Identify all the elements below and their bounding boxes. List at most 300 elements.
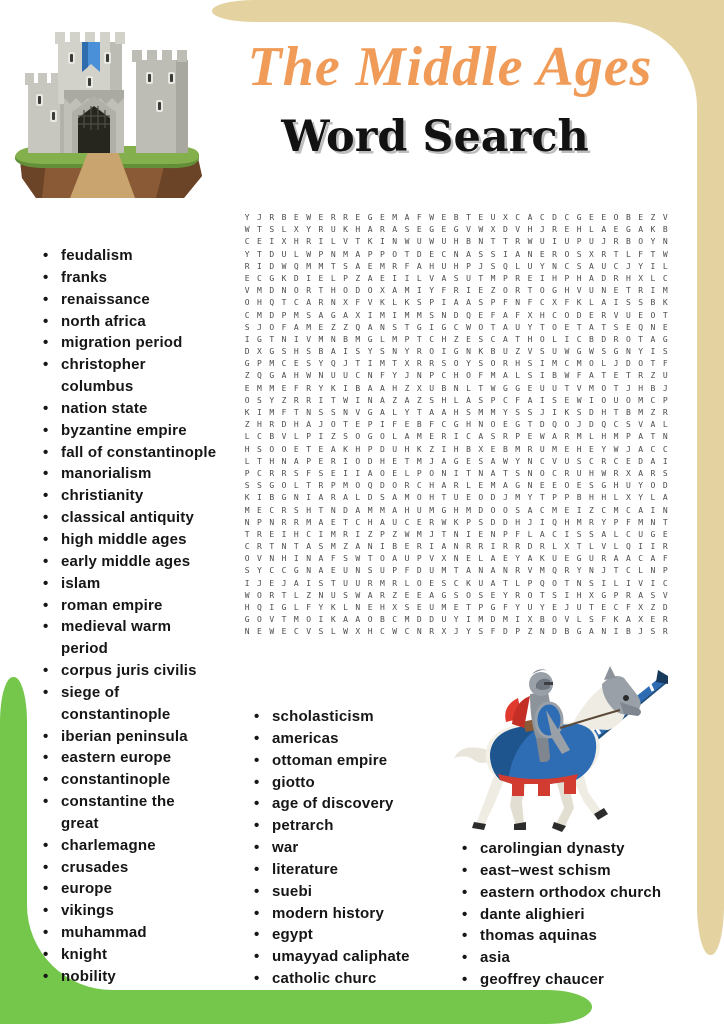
grid-letter: E — [269, 529, 275, 539]
grid-letter: E — [478, 481, 484, 491]
bullet-icon: • — [43, 530, 49, 548]
grid-letter: T — [257, 225, 262, 235]
bullet-icon: • — [43, 880, 49, 898]
grid-letter: I — [269, 603, 275, 612]
grid-letter: D — [478, 505, 484, 515]
grid-letter: L — [392, 298, 398, 308]
grid-letter: A — [367, 273, 373, 283]
grid-letter: E — [318, 444, 324, 454]
grid-letter: R — [601, 554, 607, 564]
grid-letter: A — [355, 249, 361, 259]
grid-letter: A — [589, 273, 594, 283]
grid-row — [241, 614, 673, 626]
grid-letter: U — [662, 371, 668, 381]
grid-letter: I — [466, 615, 471, 625]
grid-letter: W — [576, 395, 582, 405]
grid-letter: C — [502, 395, 508, 405]
word-text: constantinople — [61, 771, 171, 789]
grid-letter: C — [441, 420, 447, 430]
grid-letter: C — [662, 444, 668, 454]
grid-letter: F — [662, 359, 668, 369]
grid-letter: P — [416, 554, 422, 564]
grid-letter: T — [527, 286, 533, 296]
grid-letter: E — [392, 468, 398, 478]
grid-letter: U — [330, 590, 336, 600]
grid-letter: M — [515, 444, 521, 454]
grid-letter: Q — [502, 261, 508, 271]
grid-letter: D — [244, 347, 250, 357]
grid-row — [241, 553, 673, 565]
grid-letter: Y — [453, 615, 459, 625]
grid-letter: C — [650, 395, 656, 405]
grid-letter: R — [613, 237, 619, 247]
grid-letter: X — [527, 310, 533, 320]
grid-letter: F — [306, 603, 312, 612]
word-list-item — [254, 903, 459, 925]
grid-letter: I — [638, 542, 644, 552]
grid-row — [241, 212, 673, 224]
grid-letter: A — [502, 371, 508, 381]
grid-letter: O — [552, 578, 557, 588]
word-list-item — [43, 682, 243, 726]
grid-letter: X — [416, 383, 422, 393]
grid-letter: P — [367, 420, 373, 430]
grid-letter: U — [429, 603, 435, 612]
grid-letter: S — [552, 395, 557, 405]
grid-letter: S — [244, 322, 250, 332]
grid-letter: S — [576, 261, 582, 271]
grid-letter: H — [453, 371, 459, 381]
grid-letter: N — [515, 298, 521, 308]
grid-letter: K — [613, 615, 619, 625]
grid-letter: U — [441, 237, 447, 247]
bullet-icon: • — [254, 839, 260, 857]
grid-letter: Y — [515, 603, 521, 612]
grid-letter: R — [429, 517, 435, 527]
grid-letter: I — [355, 395, 361, 405]
grid-letter: G — [502, 383, 508, 393]
grid-letter: U — [404, 554, 410, 564]
grid-letter: M — [441, 603, 447, 612]
grid-letter: S — [576, 456, 582, 466]
grid-letter: A — [343, 493, 348, 503]
grid-letter: E — [601, 213, 607, 222]
grid-letter: U — [552, 383, 557, 393]
grid-letter: W — [539, 432, 545, 442]
grid-letter: L — [576, 615, 582, 625]
grid-letter: G — [269, 347, 275, 357]
grid-letter: M — [441, 566, 447, 576]
grid-letter: G — [576, 627, 582, 637]
grid-letter: G — [576, 347, 582, 357]
grid-letter: T — [343, 420, 348, 430]
grid-letter: R — [306, 286, 312, 296]
grid-letter: Y — [601, 517, 607, 527]
grid-letter: V — [343, 237, 348, 247]
grid-letter: F — [293, 383, 299, 393]
grid-letter: Z — [343, 542, 348, 552]
grid-letter: R — [269, 420, 275, 430]
grid-letter: M — [576, 432, 582, 442]
grid-letter: S — [257, 395, 262, 405]
grid-letter: S — [650, 627, 656, 637]
grid-letter: E — [613, 286, 619, 296]
grid-letter: O — [564, 249, 570, 259]
grid-letter: E — [392, 456, 398, 466]
grid-letter: O — [429, 468, 435, 478]
grid-letter: K — [343, 225, 348, 235]
grid-letter: V — [244, 286, 250, 296]
grid-letter: S — [576, 408, 582, 417]
grid-letter: X — [625, 468, 631, 478]
grid-letter: H — [257, 298, 262, 308]
grid-letter: C — [257, 468, 262, 478]
grid-letter: T — [269, 334, 275, 344]
word-list-item — [462, 925, 714, 947]
grid-letter: O — [392, 249, 398, 259]
grid-letter: H — [576, 273, 582, 283]
grid-letter: J — [343, 359, 348, 369]
grid-letter: I — [650, 578, 656, 588]
grid-letter: D — [281, 420, 287, 430]
word-text: great — [61, 814, 99, 832]
grid-letter: Z — [416, 395, 422, 405]
grid-letter: O — [257, 615, 262, 625]
grid-letter: B — [416, 420, 422, 430]
grid-letter: T — [318, 286, 324, 296]
grid-letter: B — [355, 383, 361, 393]
grid-letter: I — [453, 432, 459, 442]
grid-letter: F — [281, 408, 287, 417]
grid-letter: M — [257, 383, 262, 393]
grid-letter: Y — [404, 347, 410, 357]
castle-right-tower-shade — [176, 60, 188, 153]
grid-letter: F — [576, 371, 582, 381]
word-text: carolingian dynasty — [480, 840, 625, 857]
grid-letter: O — [269, 322, 275, 332]
grid-letter: A — [638, 432, 644, 442]
grid-letter: O — [539, 286, 545, 296]
grid-letter: P — [515, 627, 521, 637]
word-text: medieval warm — [61, 618, 172, 636]
grid-letter: O — [601, 383, 607, 393]
grid-letter: M — [244, 505, 250, 515]
grid-letter: A — [502, 334, 508, 344]
grid-letter: Z — [330, 432, 336, 442]
grid-letter: M — [478, 615, 484, 625]
grid-letter: Y — [502, 590, 508, 600]
grid-letter: A — [330, 347, 336, 357]
grid-letter: O — [429, 347, 435, 357]
grid-letter: E — [257, 505, 262, 515]
word-text: iberian peninsula — [61, 727, 188, 745]
grid-letter: M — [343, 249, 348, 259]
grid-letter: A — [441, 273, 447, 283]
grid-letter: T — [293, 408, 299, 417]
grid-letter: A — [625, 554, 631, 564]
grid-letter: V — [527, 347, 533, 357]
grid-letter: G — [441, 590, 447, 600]
grid-letter: O — [380, 432, 385, 442]
grid-letter: L — [515, 578, 521, 588]
word-text: constantine the — [61, 793, 175, 811]
grid-letter: G — [601, 590, 607, 600]
grid-letter: D — [269, 249, 275, 259]
bullet-icon: • — [254, 773, 260, 791]
grid-letter: E — [576, 481, 582, 491]
grid-letter: U — [478, 578, 484, 588]
grid-letter: T — [330, 261, 336, 271]
grid-letter: A — [601, 529, 607, 539]
grid-letter: S — [662, 347, 668, 357]
grid-letter: R — [416, 359, 422, 369]
grid-letter: I — [613, 627, 619, 637]
grid-letter: L — [244, 432, 250, 442]
grid-letter: C — [441, 371, 447, 381]
grid-letter: E — [330, 566, 336, 576]
grid-letter: F — [625, 517, 631, 527]
grid-letter: A — [318, 310, 324, 320]
grid-letter: A — [466, 395, 471, 405]
word-text: vikings — [61, 902, 115, 920]
grid-letter: L — [662, 261, 668, 271]
bullet-icon: • — [462, 927, 468, 945]
grid-letter: B — [392, 542, 398, 552]
grid-letter: O — [564, 481, 570, 491]
grid-letter: B — [269, 432, 275, 442]
grid-letter: M — [257, 286, 262, 296]
word-text: period — [61, 640, 109, 658]
grid-letter: E — [502, 420, 508, 430]
grid-letter: I — [380, 542, 385, 552]
grid-letter: K — [244, 408, 250, 417]
grid-letter: T — [281, 615, 287, 625]
grid-letter: W — [343, 395, 348, 405]
grid-letter: G — [269, 273, 275, 283]
grid-letter: P — [613, 517, 619, 527]
grid-letter: D — [490, 615, 496, 625]
grid-letter: T — [306, 481, 312, 491]
grid-letter: O — [539, 334, 545, 344]
grid-letter: H — [466, 420, 471, 430]
grid-letter: T — [662, 310, 668, 320]
grid-letter: L — [293, 432, 299, 442]
grid-letter: A — [404, 395, 410, 405]
bullet-icon: • — [254, 729, 260, 747]
grid-letter: T — [404, 456, 410, 466]
grid-letter: E — [564, 322, 570, 332]
grid-letter: H — [564, 517, 570, 527]
grid-letter: W — [306, 371, 312, 381]
grid-letter: J — [429, 529, 435, 539]
grid-letter: I — [293, 334, 299, 344]
grid-letter: S — [478, 627, 484, 637]
grid-letter: J — [404, 371, 410, 381]
grid-letter: Y — [244, 213, 250, 222]
grid-letter: G — [650, 529, 656, 539]
grid-letter: W — [392, 627, 398, 637]
grid-letter: W — [429, 213, 435, 222]
grid-letter: I — [257, 493, 262, 503]
grid-letter: K — [244, 493, 250, 503]
grid-letter: E — [478, 529, 484, 539]
grid-letter: K — [367, 237, 373, 247]
grid-letter: H — [441, 334, 447, 344]
grid-letter: B — [490, 347, 496, 357]
word-text: manorialism — [61, 465, 152, 483]
grid-row — [241, 249, 673, 261]
grid-letter: T — [404, 249, 410, 259]
grid-letter: D — [416, 615, 422, 625]
grid-letter: P — [502, 273, 508, 283]
grid-letter: O — [589, 359, 594, 369]
grid-letter: U — [638, 529, 644, 539]
grid-letter: Y — [539, 603, 545, 612]
grid-letter: G — [257, 334, 262, 344]
grid-letter: G — [515, 383, 521, 393]
grid-letter: H — [244, 444, 250, 454]
grid-letter: I — [613, 298, 619, 308]
grid-letter: M — [380, 310, 385, 320]
grid-letter: E — [318, 456, 324, 466]
grid-letter: R — [601, 456, 607, 466]
grid-letter: T — [478, 383, 484, 393]
grid-letter: S — [429, 395, 435, 405]
grid-letter: N — [527, 481, 533, 491]
grid-letter: R — [257, 529, 262, 539]
grid-letter: O — [601, 395, 607, 405]
grid-letter: R — [244, 261, 250, 271]
word-list-item — [254, 924, 459, 946]
grid-letter: S — [662, 468, 668, 478]
grid-letter: T — [502, 468, 508, 478]
grid-letter: O — [416, 578, 422, 588]
grid-letter: M — [662, 286, 668, 296]
grid-letter: L — [453, 395, 459, 405]
grid-letter: S — [355, 347, 361, 357]
grid-letter: N — [269, 517, 275, 527]
grid-letter: U — [416, 237, 422, 247]
grid-letter: R — [601, 310, 607, 320]
grid-letter: M — [330, 542, 336, 552]
grid-letter: Z — [490, 286, 496, 296]
grid-letter: J — [453, 627, 459, 637]
grid-letter: H — [306, 505, 312, 515]
grid-letter: T — [638, 334, 644, 344]
grid-letter: P — [343, 273, 348, 283]
word-text: catholic churc — [272, 970, 377, 988]
grid-letter: P — [380, 529, 385, 539]
word-text: war — [272, 839, 299, 857]
grid-letter: M — [490, 371, 496, 381]
bullet-icon: • — [43, 771, 49, 789]
grid-letter: G — [453, 420, 459, 430]
grid-letter: O — [330, 420, 336, 430]
grid-letter: I — [564, 334, 570, 344]
grid-letter: A — [466, 298, 471, 308]
grid-letter: R — [404, 481, 410, 491]
grid-letter: I — [429, 542, 435, 552]
grid-letter: I — [539, 395, 545, 405]
bullet-icon: • — [43, 858, 49, 876]
grid-letter: Z — [515, 347, 521, 357]
grid-letter: G — [576, 554, 582, 564]
grid-letter: I — [650, 505, 656, 515]
grid-letter: I — [662, 456, 668, 466]
grid-letter: A — [527, 395, 533, 405]
grid-letter: U — [343, 566, 348, 576]
grid-letter: M — [478, 408, 484, 417]
grid-letter: R — [392, 578, 398, 588]
grid-letter: L — [466, 481, 471, 491]
word-list-item — [254, 859, 459, 881]
grid-letter: X — [490, 225, 496, 235]
grid-letter: A — [601, 225, 607, 235]
word-text: geoffrey chaucer — [480, 971, 605, 989]
grid-letter: E — [318, 273, 324, 283]
grid-letter: L — [589, 298, 594, 308]
grid-letter: U — [552, 554, 557, 564]
grid-letter: A — [416, 261, 422, 271]
bullet-icon: • — [43, 946, 49, 963]
grid-letter: C — [269, 505, 275, 515]
grid-letter: E — [650, 615, 656, 625]
grid-letter: U — [601, 261, 607, 271]
grid-letter: O — [281, 481, 287, 491]
grid-letter: I — [416, 286, 422, 296]
grid-letter: G — [490, 603, 496, 612]
grid-letter: X — [478, 444, 484, 454]
grid-letter: O — [552, 615, 557, 625]
grid-letter: E — [466, 334, 471, 344]
grid-letter: A — [367, 322, 373, 332]
grid-letter: M — [380, 359, 385, 369]
grid-letter: H — [404, 505, 410, 515]
grid-letter: T — [441, 493, 447, 503]
grid-letter: Q — [355, 322, 361, 332]
word-list-item — [254, 881, 459, 903]
grid-letter: A — [589, 322, 594, 332]
grid-letter: H — [515, 359, 521, 369]
grid-letter: R — [269, 213, 275, 222]
grid-letter: N — [281, 334, 287, 344]
grid-letter: P — [392, 566, 398, 576]
grid-letter: T — [502, 237, 508, 247]
grid-letter: R — [552, 225, 557, 235]
grid-letter: A — [650, 456, 656, 466]
grid-letter: D — [502, 517, 508, 527]
grid-letter: Q — [552, 420, 557, 430]
word-text: migration period — [61, 334, 183, 352]
grid-letter: U — [441, 615, 447, 625]
grid-letter: S — [453, 273, 459, 283]
grid-letter: T — [490, 237, 496, 247]
word-text: classical antiquity — [61, 509, 195, 527]
grid-letter: L — [589, 542, 594, 552]
grid-letter: N — [601, 627, 607, 637]
grid-letter: B — [625, 237, 631, 247]
grid-letter: E — [466, 493, 471, 503]
grid-letter: C — [244, 310, 250, 320]
grid-letter: C — [355, 517, 361, 527]
grid-letter: G — [367, 408, 373, 417]
grid-letter: Z — [306, 590, 312, 600]
grid-row — [241, 578, 673, 590]
grid-letter: H — [453, 444, 459, 454]
grid-letter: F — [527, 298, 533, 308]
grid-letter: L — [404, 468, 410, 478]
grid-letter: T — [453, 566, 459, 576]
